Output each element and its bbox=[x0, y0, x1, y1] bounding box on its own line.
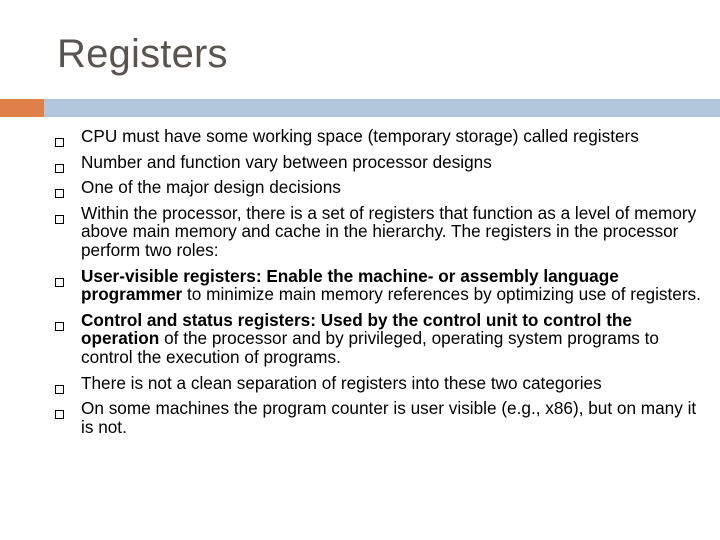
bullet-item bbox=[52, 374, 702, 393]
bullet-item bbox=[52, 153, 702, 172]
square-bullet-icon bbox=[55, 138, 64, 147]
square-bullet-icon bbox=[55, 189, 64, 198]
bullet-bold: Control and status registers: Used by the control unit to control the operation bbox=[81, 309, 632, 349]
bullet-text: There is not a clean separation of registers into these two categories bbox=[81, 372, 602, 393]
square-bullet-icon bbox=[55, 322, 64, 331]
bullet-item bbox=[52, 204, 702, 260]
bullet-bold: User-visible registers: Enable the machine- or assembly language programmer bbox=[81, 265, 619, 305]
bullet-item bbox=[52, 178, 702, 197]
square-bullet-icon bbox=[55, 215, 64, 224]
bullet-item bbox=[52, 127, 702, 146]
bullet-list bbox=[52, 127, 702, 443]
bullet-text: One of the major design decisions bbox=[81, 177, 341, 198]
square-bullet-icon bbox=[55, 385, 64, 394]
title-rule-bar bbox=[44, 99, 720, 117]
title-accent-bar bbox=[0, 99, 44, 117]
bullet-text: On some machines the program counter is user visible (e.g., x86), but on many it is not. bbox=[81, 398, 697, 437]
bullet-item bbox=[52, 311, 702, 367]
bullet-text: Within the processor, there is a set of registers that function as a level of memory above main memory and cache in the hierarchy. The registers in the processor perform two roles: bbox=[81, 202, 697, 260]
bullet-text: to minimize main memory references by optimizing use of registers. bbox=[182, 284, 701, 305]
bullet-item bbox=[52, 267, 702, 304]
square-bullet-icon bbox=[55, 278, 64, 287]
square-bullet-icon bbox=[55, 410, 64, 419]
square-bullet-icon bbox=[55, 164, 64, 173]
bullet-text: CPU must have some working space (temporary storage) called registers bbox=[81, 126, 639, 146]
bullet-text: Number and function vary between processor designs bbox=[81, 151, 492, 172]
slide-title: Registers bbox=[57, 32, 228, 76]
bullet-text: of the processor and by privileged, operating system programs to control the execution of programs. bbox=[81, 328, 659, 367]
bullet-item bbox=[52, 399, 702, 436]
